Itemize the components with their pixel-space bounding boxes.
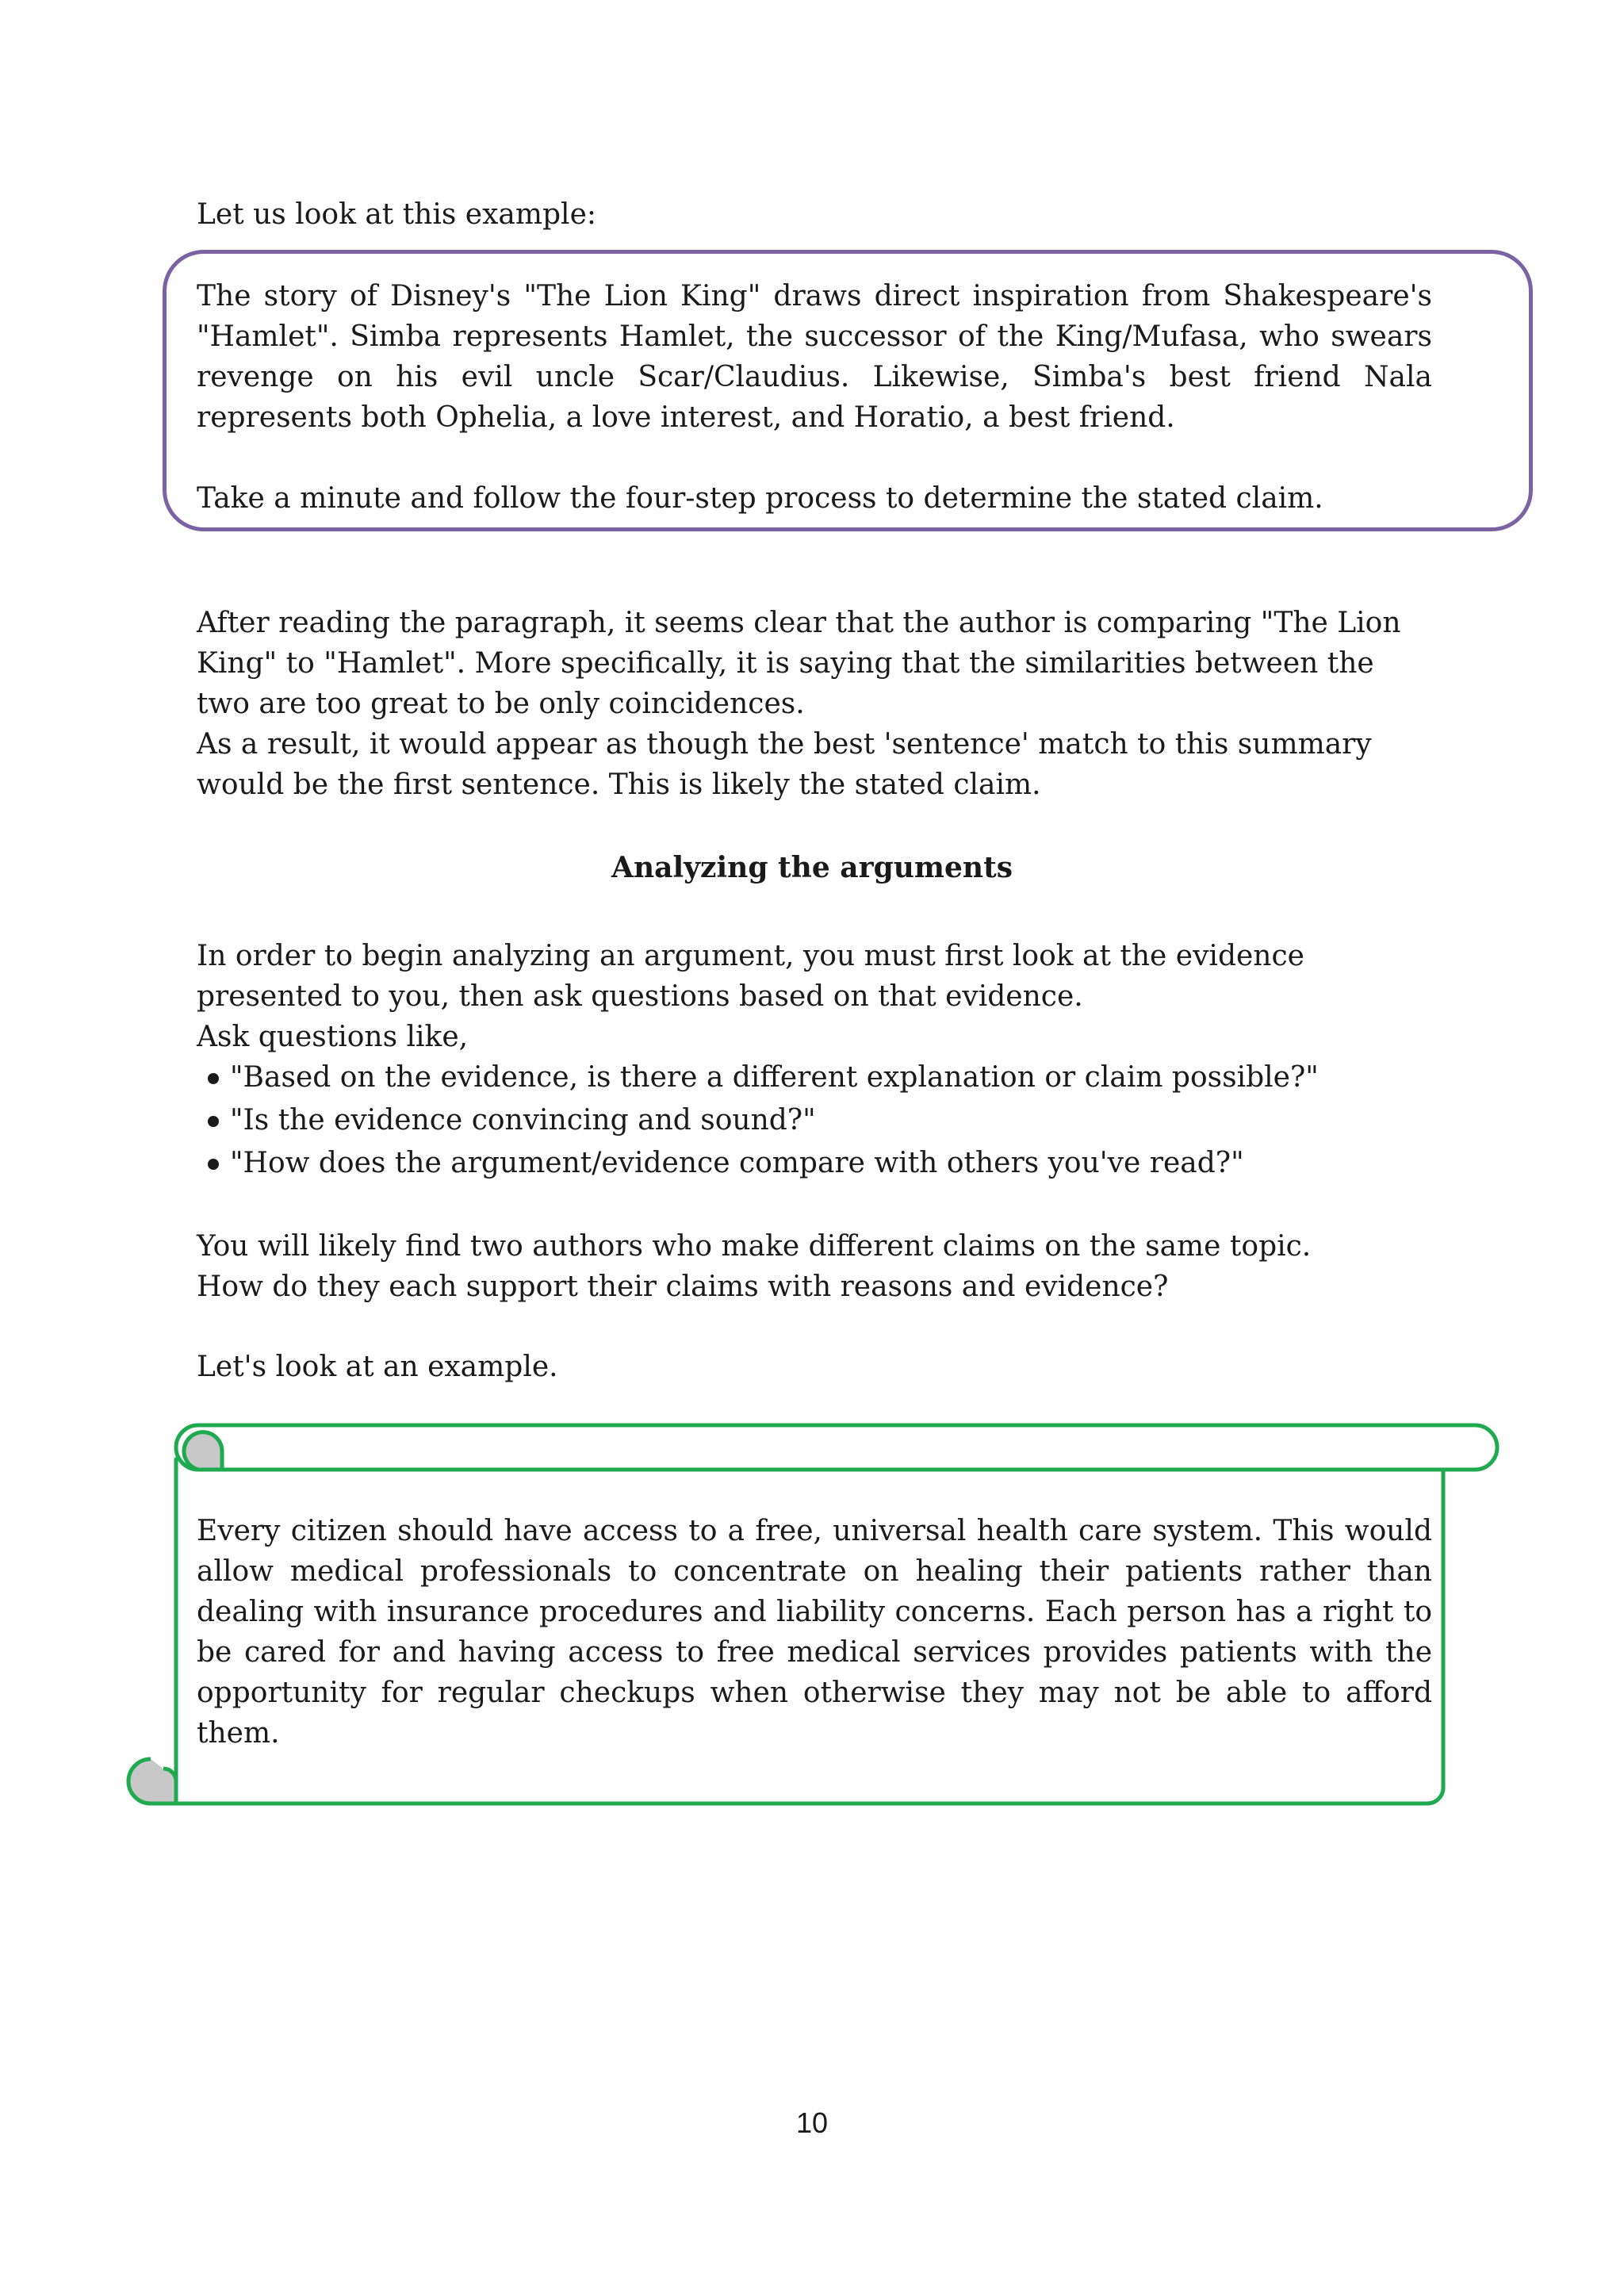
- analyzing-line: Ask questions like,: [197, 1021, 469, 1053]
- question-text: "Is the evidence convincing and sound?": [230, 1104, 816, 1137]
- after-reading-line: would be the first sentence. This is likely the stated claim.: [197, 769, 1041, 801]
- two-authors-line: How do they each support their claims with reasons and evidence?: [197, 1271, 1169, 1303]
- example-instruction: Take a minute and follow the four-step process to determine the stated claim.: [197, 482, 1323, 515]
- scroll-curl-top: [184, 1432, 222, 1470]
- scroll-top-roll: [176, 1425, 1497, 1470]
- after-reading-line: After reading the paragraph, it seems clear that the author is comparing "The Lion: [197, 607, 1401, 639]
- after-reading-line: two are too great to be only coincidences.: [197, 688, 805, 720]
- two-authors-line: You will likely find two authors who make different claims on the same topic.: [197, 1230, 1312, 1263]
- question-text: "How does the argument/evidence compare with others you've read?": [230, 1147, 1244, 1179]
- lets-look-text: Let's look at an example.: [197, 1351, 558, 1383]
- intro-text: Let us look at this example:: [197, 198, 596, 231]
- scroll-curl-bottom: [128, 1759, 176, 1803]
- page-number: 10: [795, 2106, 829, 2139]
- after-reading-line: As a result, it would appear as though the best 'sentence' match to this summary: [197, 728, 1372, 761]
- scroll-paragraph: Every citizen should have access to a free, universal health care system. This would allow medical professionals to concentrate on healing their patients rather than dealing with insurance procedures and liability concerns. Each person has a right to be cared for and having access to free medical services provides patients with the opportunity for regular checkups when otherwise they may not be able to afford them.: [197, 1515, 1432, 1750]
- example-paragraph: The story of Disney's "The Lion King" draws direct inspiration from Shakespeare's "Hamlet". Simba represents Hamlet, the successor of the King/Mufasa, who swears revenge on his evil uncle Scar/Claudius. Likewise, Simba's best friend Nala represents both Ophelia, a love interest, and Horatio, a best friend.: [197, 280, 1432, 434]
- after-reading-line: King" to "Hamlet". More specifically, it is saying that the similarities between the: [197, 647, 1374, 680]
- analyzing-line: presented to you, then ask questions based on that evidence.: [197, 980, 1083, 1013]
- section-heading: Analyzing the arguments: [611, 851, 1013, 884]
- question-text: "Based on the evidence, is there a different explanation or claim possible?": [230, 1061, 1319, 1094]
- analyzing-line: In order to begin analyzing an argument, you must first look at the evidence: [197, 940, 1304, 972]
